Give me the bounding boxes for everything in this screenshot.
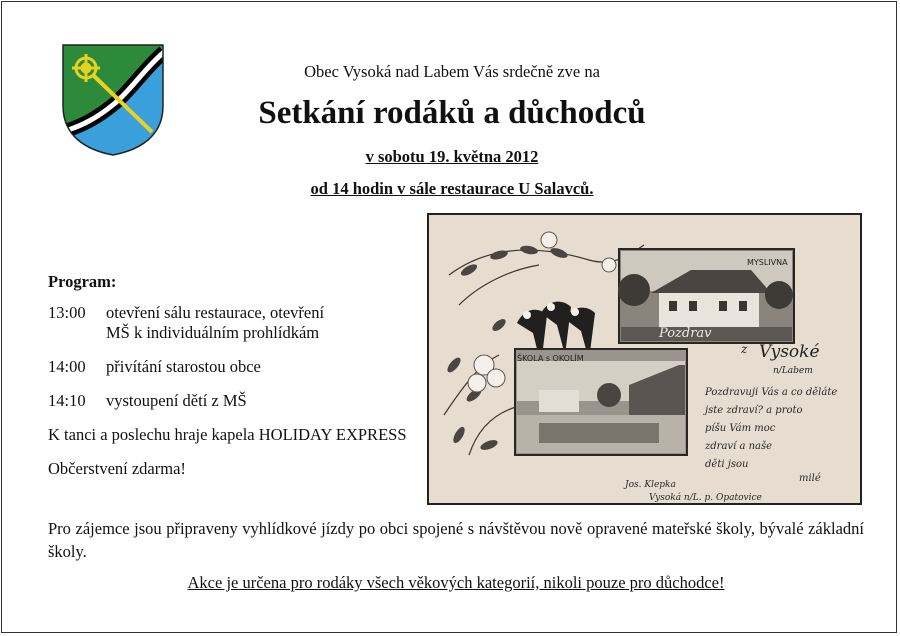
- historic-postcard: [427, 213, 862, 505]
- svg-text:zdraví a naše: zdraví a naše: [705, 441, 773, 452]
- postcard-place: Vysoké: [759, 342, 820, 362]
- event-time-place: od 14 hodin v sále restaurace U Salavců.: [310, 179, 594, 198]
- program-item: [48, 357, 418, 377]
- svg-text:píšu Vám moc: píšu Vám moc: [705, 423, 776, 434]
- program-item-time: 13:00: [48, 303, 86, 322]
- postcard-greeting: Pozdrav: [659, 326, 712, 341]
- refreshments-note: Občerstvení zdarma!: [48, 459, 186, 478]
- footer-note: Akce je určena pro rodáky všech věkových kategorií, nikoli pouze pro důchodce!: [187, 573, 725, 592]
- program-item-time: 14:10: [48, 391, 86, 410]
- program-item-text: vystoupení dětí z MŠ: [106, 391, 247, 410]
- event-date: v sobotu 19. května 2012: [365, 147, 539, 166]
- program-heading: Program:: [48, 272, 117, 291]
- postcard-illustration: [429, 215, 860, 503]
- program-section: [48, 272, 418, 493]
- postcard-from: z: [741, 342, 748, 356]
- program-item: [48, 391, 418, 411]
- music-note: K tanci a poslechu hraje kapela HOLIDAY EXPRESS: [48, 425, 407, 444]
- postcard-label-lodge: MYSLIVNA: [747, 258, 788, 267]
- svg-text:milé: milé: [799, 473, 821, 484]
- program-item: [48, 303, 418, 343]
- program-item-text: přivítání starostou obce: [106, 357, 261, 376]
- program-item-time: 14:00: [48, 357, 86, 376]
- sightseeing-info: Pro zájemce jsou připraveny vyhlídkové jízdy po obci spojené s návštěvou nově opravené mateřské školy, bývalé základní školy.: [48, 519, 864, 561]
- event-title: Setkání rodáků a důchodců: [258, 95, 646, 131]
- postcard-label-school: ŠKOLA s OKOLÍM: [517, 354, 584, 363]
- municipal-coat-of-arms: [62, 44, 164, 156]
- program-item-text: otevření sálu restaurace, otevření MŠ k individuálním prohlídkám: [106, 303, 325, 342]
- postcard-place-sub: n/Labem: [773, 366, 813, 376]
- svg-text:děti jsou: děti jsou: [705, 459, 749, 470]
- invitation-intro: Obec Vysoká nad Labem Vás srdečně zve na: [304, 62, 600, 81]
- svg-text:Vysoká n/L. p. Opatovice: Vysoká n/L. p. Opatovice: [649, 493, 762, 503]
- svg-text:jste zdraví? a proto: jste zdraví? a proto: [705, 405, 803, 416]
- photo-school: [515, 349, 687, 455]
- svg-text:Pozdravuji Vás a co děláte: Pozdravuji Vás a co děláte: [705, 387, 838, 398]
- svg-text:Jos. Klepka: Jos. Klepka: [625, 480, 676, 490]
- invitation-page: [1, 1, 897, 633]
